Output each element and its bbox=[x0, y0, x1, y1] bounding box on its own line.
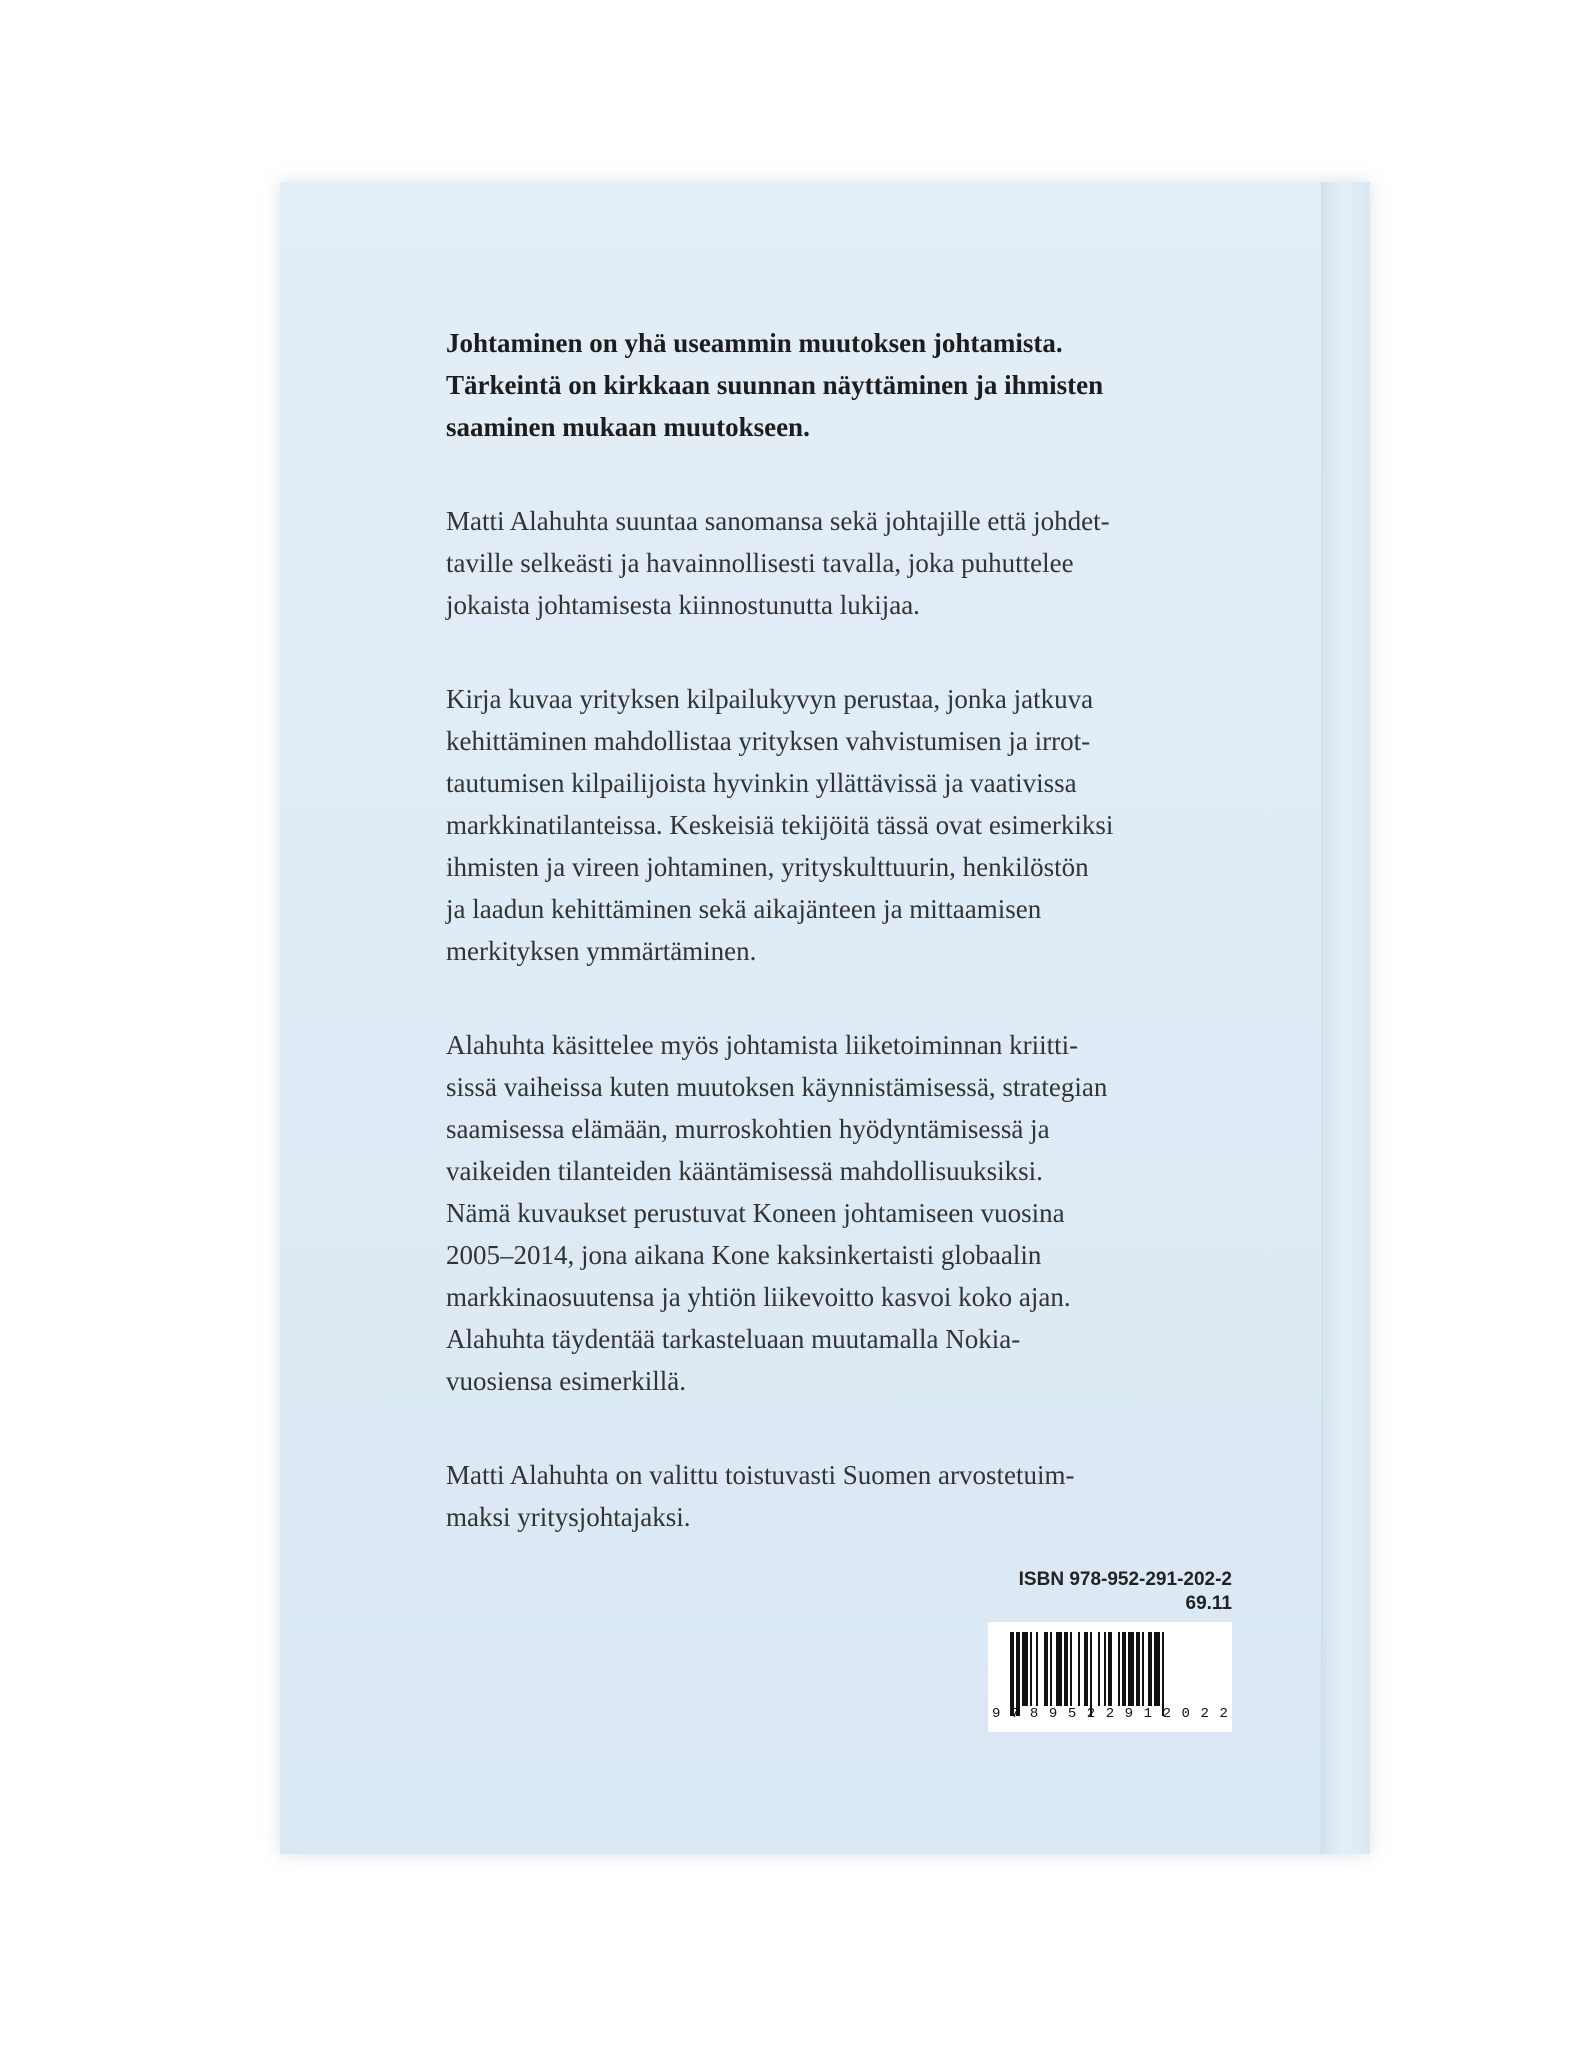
barcode-digits bbox=[992, 1706, 1228, 1722]
barcode-digit: 8 bbox=[1029, 1706, 1039, 1722]
barcode bbox=[988, 1622, 1232, 1732]
barcode-digit: 2 bbox=[1219, 1706, 1228, 1722]
barcode-digit: 9 bbox=[992, 1706, 1001, 1722]
barcode-bar bbox=[1010, 1632, 1014, 1716]
barcode-digit: 0 bbox=[1181, 1706, 1190, 1722]
barcode-digit: 2 bbox=[1162, 1706, 1171, 1722]
barcode-bars bbox=[1010, 1632, 1222, 1708]
barcode-bar bbox=[1162, 1632, 1164, 1716]
barcode-digit: 5 bbox=[1067, 1706, 1077, 1722]
barcode-bar bbox=[1044, 1632, 1048, 1706]
isbn-number: ISBN 978-952-291-202-2 bbox=[1018, 1569, 1232, 1590]
barcode-bar bbox=[1036, 1632, 1038, 1706]
barcode-bar bbox=[1098, 1632, 1100, 1706]
barcode-digit: 2 bbox=[1105, 1706, 1115, 1722]
barcode-bar bbox=[1090, 1632, 1092, 1716]
barcode-bar bbox=[1148, 1632, 1152, 1706]
barcode-bar bbox=[1154, 1632, 1160, 1706]
barcode-digit: 2 bbox=[1086, 1706, 1096, 1722]
barcode-bar bbox=[1136, 1632, 1140, 1706]
barcode-bar bbox=[1070, 1632, 1072, 1706]
barcode-bar bbox=[1022, 1632, 1028, 1706]
body-paragraph-2: Kirja kuvaa yrityksen kilpailukyvyn perustaa, jonka jatkuva kehittäminen mahdollistaa yrityksen vahvistumisen ja irrot- tautumisen kilpailijoista hyvinkin yllättävissä ja vaativissa markkinatilanteissa. Keskeisiä tekijöitä tässä ovat esimerkiksi ihmisten ja vireen johtaminen, yrityskulttuurin, henkilöstön ja laadun kehittäminen sekä aikajänteen ja mittaamisen merkityksen ymmärtäminen. bbox=[446, 684, 1114, 966]
barcode-bar bbox=[1122, 1632, 1126, 1706]
barcode-digit: 1 bbox=[1143, 1706, 1153, 1722]
classification-code: 69.11 bbox=[1185, 1593, 1232, 1614]
barcode-bar bbox=[1050, 1632, 1052, 1706]
lead-paragraph: Johtaminen on yhä useammin muutoksen johtamista. Tärkeintä on kirkkaan suunnan näyttäminen ja ihmisten saaminen mukaan muutokseen. bbox=[446, 328, 1104, 442]
body-paragraph-4: Matti Alahuhta on valittu toistuvasti Suomen arvostetuim- maksi yritysjohtajaksi. bbox=[446, 1460, 1075, 1532]
body-paragraph-1: Matti Alahuhta suuntaa sanomansa sekä johtajille että johdet- taville selkeästi ja havainnollisesti tavalla, joka puhuttelee jokaista johtamisesta kiinnostunutta lukijaa. bbox=[446, 506, 1110, 620]
barcode-digit: 7 bbox=[1010, 1706, 1020, 1722]
isbn-block bbox=[982, 1568, 1232, 1616]
body-paragraph-3: Alahuhta käsittelee myös johtamista liiketoiminnan kriitti- sissä vaiheissa kuten muutoksen käynnistämisessä, strategian saamisessa elämään, murroskohtien hyödyntämisessä ja vaikeiden tilanteiden kääntämisessä mahdollisuuksiksi. Nämä kuvaukset perustuvat Koneen johtamiseen vuosina 2005–2014, jona aikana Kone kaksinkertaisti globaalin markkinaosuutensa ja yhtiön liikevoitto kasvoi koko ajan. Alahuhta täydentää tarkasteluaan muutamalla Nokia- vuosiensa esimerkillä. bbox=[446, 1030, 1108, 1396]
barcode-bar bbox=[1064, 1632, 1068, 1706]
barcode-bar bbox=[1078, 1632, 1080, 1706]
barcode-digit: 2 bbox=[1200, 1706, 1209, 1722]
barcode-bar bbox=[1108, 1632, 1112, 1706]
barcode-bar bbox=[1118, 1632, 1120, 1706]
barcode-bar bbox=[1030, 1632, 1032, 1706]
cover-text bbox=[446, 322, 1246, 1590]
barcode-digit: 9 bbox=[1124, 1706, 1134, 1722]
barcode-bar bbox=[1056, 1632, 1062, 1706]
barcode-bar bbox=[1016, 1632, 1020, 1716]
barcode-bar bbox=[1084, 1632, 1088, 1706]
barcode-bar bbox=[1128, 1632, 1134, 1706]
barcode-bar bbox=[1142, 1632, 1144, 1706]
book-spine-edge bbox=[1321, 182, 1370, 1854]
barcode-bar bbox=[1104, 1632, 1106, 1706]
book-back-cover bbox=[280, 182, 1370, 1854]
barcode-digit: 9 bbox=[1048, 1706, 1058, 1722]
